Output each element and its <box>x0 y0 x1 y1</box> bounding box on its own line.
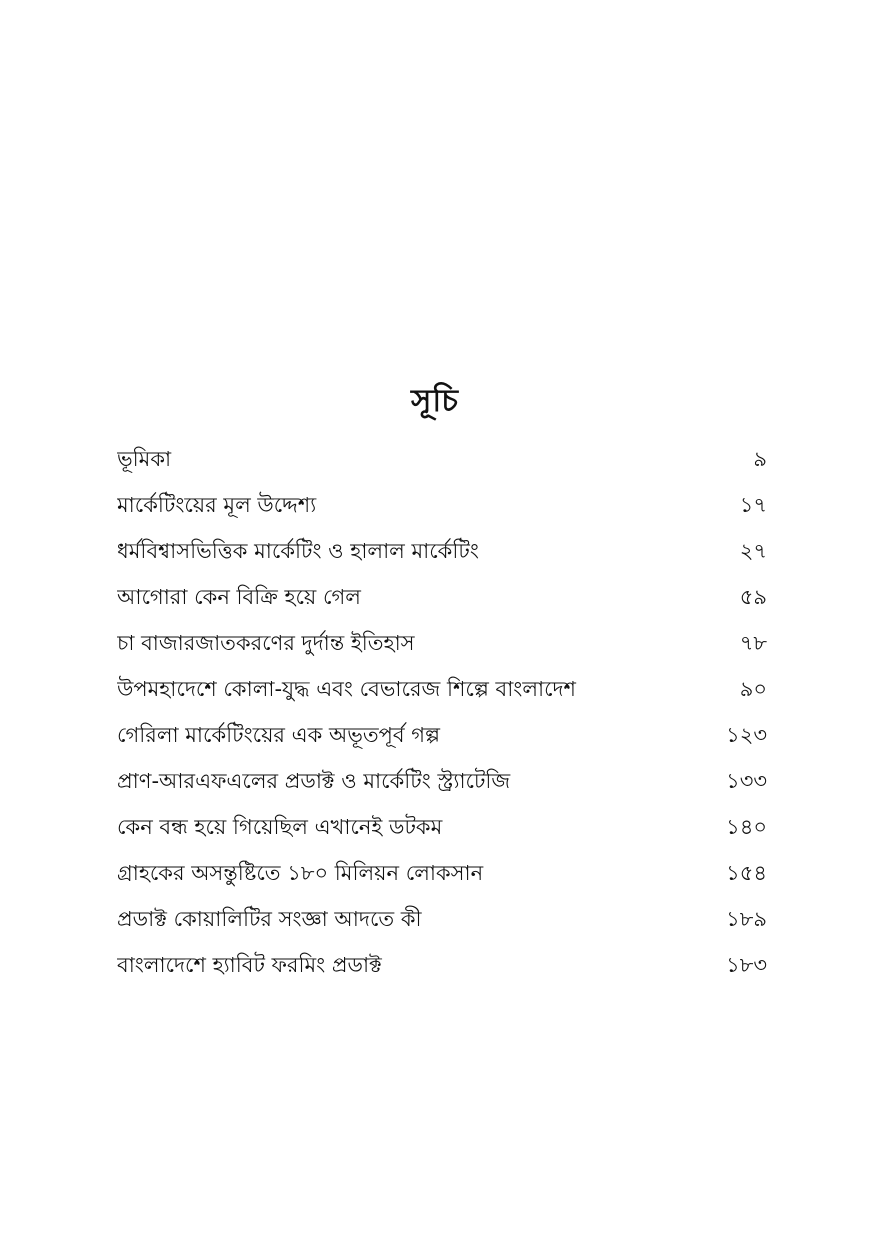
toc-entry-title: আগোরা কেন বিক্রি হয়ে গেল <box>117 585 361 609</box>
toc-entry-ekhanei-dotcom[interactable] <box>117 804 767 850</box>
toc-entry-faith-based-marketing[interactable] <box>117 528 767 574</box>
toc-entry-page: ১৩৩ <box>726 769 767 793</box>
toc-entry-title: গেরিলা মার্কেটিংয়ের এক অভূতপূর্ব গল্প <box>117 723 440 747</box>
toc-entry-customer-dissatisfaction[interactable] <box>117 850 767 896</box>
toc-entry-marketing-purpose[interactable] <box>117 482 767 528</box>
toc-entry-agora[interactable] <box>117 574 767 620</box>
toc-entry-page: ১২৩ <box>726 723 767 747</box>
page-title: সূচি <box>410 382 460 419</box>
toc-entry-tea-marketing[interactable] <box>117 620 767 666</box>
toc-entry-title: চা বাজারজাতকরণের দুর্দান্ত ইতিহাস <box>117 631 415 655</box>
toc-entry-title: মার্কেটিংয়ের মূল উদ্দেশ্য <box>117 493 317 517</box>
toc-entry-guerrilla-marketing[interactable] <box>117 712 767 758</box>
toc-entry-page: ১৪০ <box>726 815 767 839</box>
toc-entry-title: ধর্মবিশ্বাসভিত্তিক মার্কেটিং ও হালাল মার্কেটিং <box>117 539 479 563</box>
toc-entry-page: ১৮৩ <box>726 953 767 977</box>
toc-entry-title: ভূমিকা <box>117 447 172 471</box>
toc-entry-page: ৫৯ <box>739 585 767 609</box>
toc-entry-page: ১৫৪ <box>726 861 767 885</box>
toc-entry-page: ৯ <box>753 447 767 471</box>
toc-entry-title: প্রাণ-আরএফএলের প্রডাক্ট ও মার্কেটিং স্ট্র্যাটেজি <box>117 769 511 793</box>
toc-entry-cola-war[interactable] <box>117 666 767 712</box>
toc-entry-product-quality[interactable] <box>117 896 767 942</box>
toc-entry-habit-forming-products[interactable] <box>117 942 767 988</box>
toc-entry-page: ১৭ <box>739 493 767 517</box>
toc-entry-page: ৭৮ <box>739 631 767 655</box>
toc-entry-page: ১৮৯ <box>726 907 767 931</box>
toc-entry-pran-rfl[interactable] <box>117 758 767 804</box>
toc-entry-page: ২৭ <box>739 539 767 563</box>
toc-entry-introduction[interactable] <box>117 436 767 482</box>
toc-entry-page: ৯০ <box>739 677 767 701</box>
table-of-contents <box>117 436 767 988</box>
toc-entry-title: কেন বন্ধ হয়ে গিয়েছিল এখানেই ডটকম <box>117 815 443 839</box>
toc-entry-title: বাংলাদেশে হ্যাবিট ফরমিং প্রডাক্ট <box>117 953 382 977</box>
toc-entry-title: উপমহাদেশে কোলা-যুদ্ধ এবং বেভারেজ শিল্পে বাংলাদেশ <box>117 677 576 701</box>
toc-entry-title: প্রডাক্ট কোয়ালিটির সংজ্ঞা আদতে কী <box>117 907 422 931</box>
toc-entry-title: গ্রাহকের অসন্তুষ্টিতে ১৮০ মিলিয়ন লোকসান <box>117 861 484 885</box>
